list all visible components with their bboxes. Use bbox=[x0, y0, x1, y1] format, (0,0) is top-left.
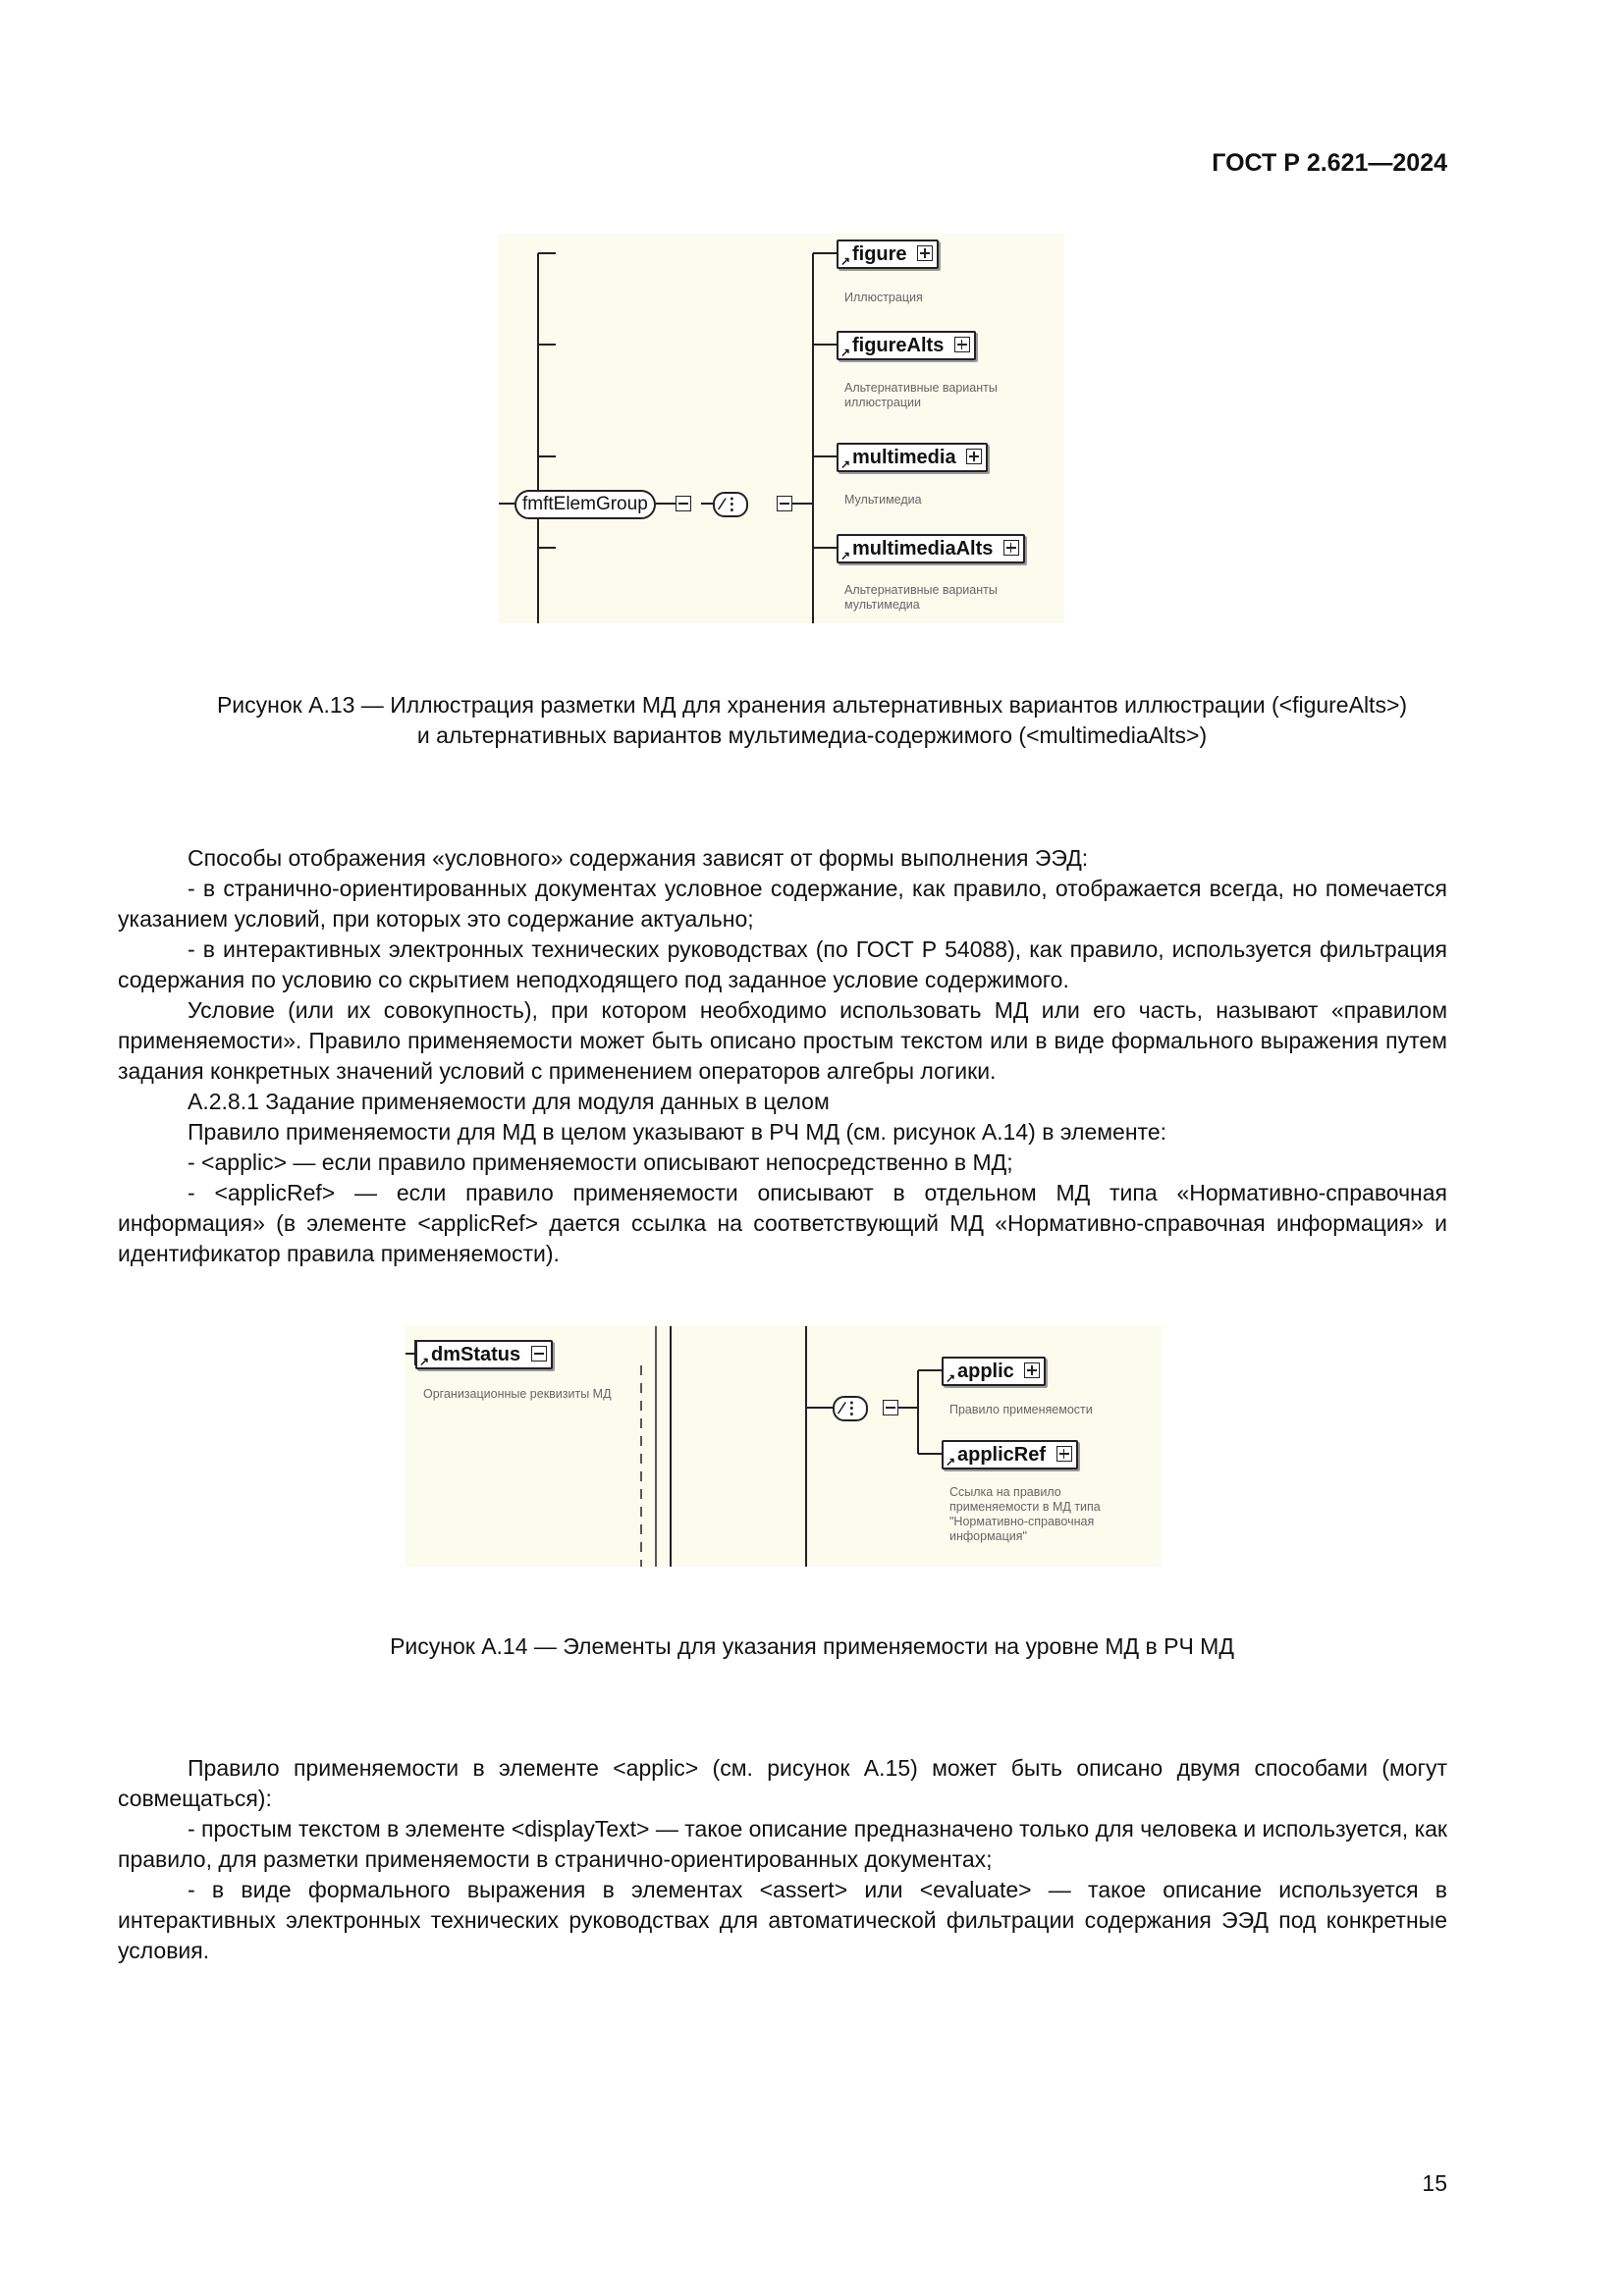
document-header: ГОСТ Р 2.621—2024 bbox=[1212, 149, 1447, 177]
section-conditional-content bbox=[118, 843, 1447, 1269]
element-description: Альтернативные варианты мультимедиа bbox=[844, 583, 998, 612]
element-name: multimediaAlts bbox=[852, 538, 994, 560]
element-name: figureAlts bbox=[852, 335, 945, 356]
reference-arrow-icon: ↗ bbox=[946, 1455, 956, 1468]
element-description: Иллюстрация bbox=[844, 291, 923, 304]
subsection-heading: А.2.8.1 Задание применяемости для модуля данных в целом bbox=[188, 1089, 830, 1114]
expand-icon bbox=[917, 245, 933, 261]
element-description: Мультимедиа bbox=[844, 493, 922, 507]
element-name: dmStatus bbox=[431, 1344, 521, 1365]
element-name: multimedia bbox=[852, 447, 956, 468]
element-figureAlts bbox=[837, 331, 976, 360]
reference-arrow-icon: ↗ bbox=[946, 1371, 956, 1385]
expand-icon bbox=[966, 449, 982, 464]
paragraph: Правило применяемости для МД в целом указывают в РЧ МД (см. рисунок А.14) в элементе: bbox=[188, 1119, 1167, 1145]
caption-line: и альтернативных вариантов мультимедиа-содержимого (<multimediaAlts>) bbox=[416, 722, 1208, 748]
paragraph: - в виде формального выражения в элементах <assert> или <evaluate> — такое описание используется в интерактивных электронных технических руководствах для автоматической фильтрации содержания ЭЭД под конкретные условия. bbox=[118, 1877, 1447, 1963]
element-description: Ссылка на правило применяемости в МД типа "Нормативно-справочная информация" bbox=[949, 1485, 1101, 1543]
element-description: Организационные реквизиты МД bbox=[423, 1387, 612, 1401]
reference-arrow-icon: ↗ bbox=[419, 1355, 430, 1368]
page-number: 15 bbox=[1422, 2170, 1447, 2196]
paragraph: - в странично-ориентированных документах условное содержание, как правило, отображается всегда, но помечается указанием условий, при которых это содержание актуально; bbox=[118, 876, 1447, 932]
paragraph: Правило применяемости в элементе <applic> (см. рисунок А.15) может быть описано двумя способами (могут совмещаться): bbox=[118, 1755, 1447, 1811]
element-applicRef bbox=[942, 1440, 1078, 1469]
paragraph: - в интерактивных электронных технических руководствах (по ГОСТ Р 54088), как правило, используется фильтрация содержания по условию со скрытием неподходящего под заданное условие содержимого. bbox=[118, 936, 1447, 992]
expand-icon bbox=[1003, 540, 1019, 556]
figure-a14-diagram bbox=[406, 1326, 1162, 1567]
sequence-compositor: ⁄⋮ bbox=[833, 1396, 868, 1421]
section-applic-rule bbox=[118, 1753, 1447, 1966]
paragraph: Способы отображения «условного» содержания зависят от формы выполнения ЭЭД: bbox=[188, 845, 1089, 871]
figure-a13-caption bbox=[118, 690, 1506, 751]
element-figure bbox=[837, 240, 939, 269]
expand-icon bbox=[1024, 1362, 1040, 1378]
element-description: Альтернативные варианты иллюстрации bbox=[844, 381, 998, 409]
sequence-compositor: ⁄⋮ bbox=[713, 492, 748, 517]
paragraph: - <applic> — если правило применяемости описывают непосредственно в МД; bbox=[188, 1149, 1013, 1175]
figure-a14-caption: Рисунок А.14 — Элементы для указания применяемости на уровне МД в РЧ МД bbox=[390, 1633, 1234, 1659]
caption-line: Рисунок А.13 — Иллюстрация разметки МД для хранения альтернативных вариантов иллюстрации (<figureAlts>) bbox=[216, 692, 1408, 718]
group-fmftElemGroup: fmftElemGroup bbox=[514, 490, 656, 519]
element-applic bbox=[942, 1357, 1046, 1386]
reference-arrow-icon: ↗ bbox=[840, 346, 851, 359]
expand-icon bbox=[954, 337, 970, 352]
element-multimedia bbox=[837, 443, 988, 472]
paragraph: - <applicRef> — если правило применяемости описывают в отдельном МД типа «Нормативно-справочная информация» (в элементе <applicRef> дается ссылка на соответствующий МД «Нормативно-справочная информация» и идентификатор правила применяемости). bbox=[118, 1180, 1447, 1266]
collapse-icon bbox=[531, 1346, 547, 1362]
element-name: applicRef bbox=[957, 1444, 1047, 1466]
reference-arrow-icon: ↗ bbox=[840, 254, 851, 268]
sequence-collapse-icon bbox=[883, 1400, 898, 1415]
reference-arrow-icon: ↗ bbox=[840, 549, 851, 562]
paragraph: - простым текстом в элементе <displayText> — такое описание предназначено только для человека и используется, как правило, для разметки применяемости в странично-ориентированных документах; bbox=[118, 1816, 1447, 1872]
element-multimediaAlts bbox=[837, 534, 1025, 563]
expand-icon bbox=[1056, 1446, 1072, 1462]
element-description: Правило применяемости bbox=[949, 1403, 1093, 1416]
element-name: figure bbox=[852, 243, 907, 265]
reference-arrow-icon: ↗ bbox=[840, 457, 851, 471]
element-name: applic bbox=[957, 1361, 1014, 1382]
element-dmStatus bbox=[415, 1340, 553, 1369]
figure-a13-diagram bbox=[499, 234, 1064, 623]
paragraph: Условие (или их совокупность), при котором необходимо использовать МД или его часть, называют «правилом применяемости». Правило применяемости может быть описано простым текстом или в виде формального выражения путем задания конкретных значений условий с применением операторов алгебры логики. bbox=[118, 997, 1447, 1084]
